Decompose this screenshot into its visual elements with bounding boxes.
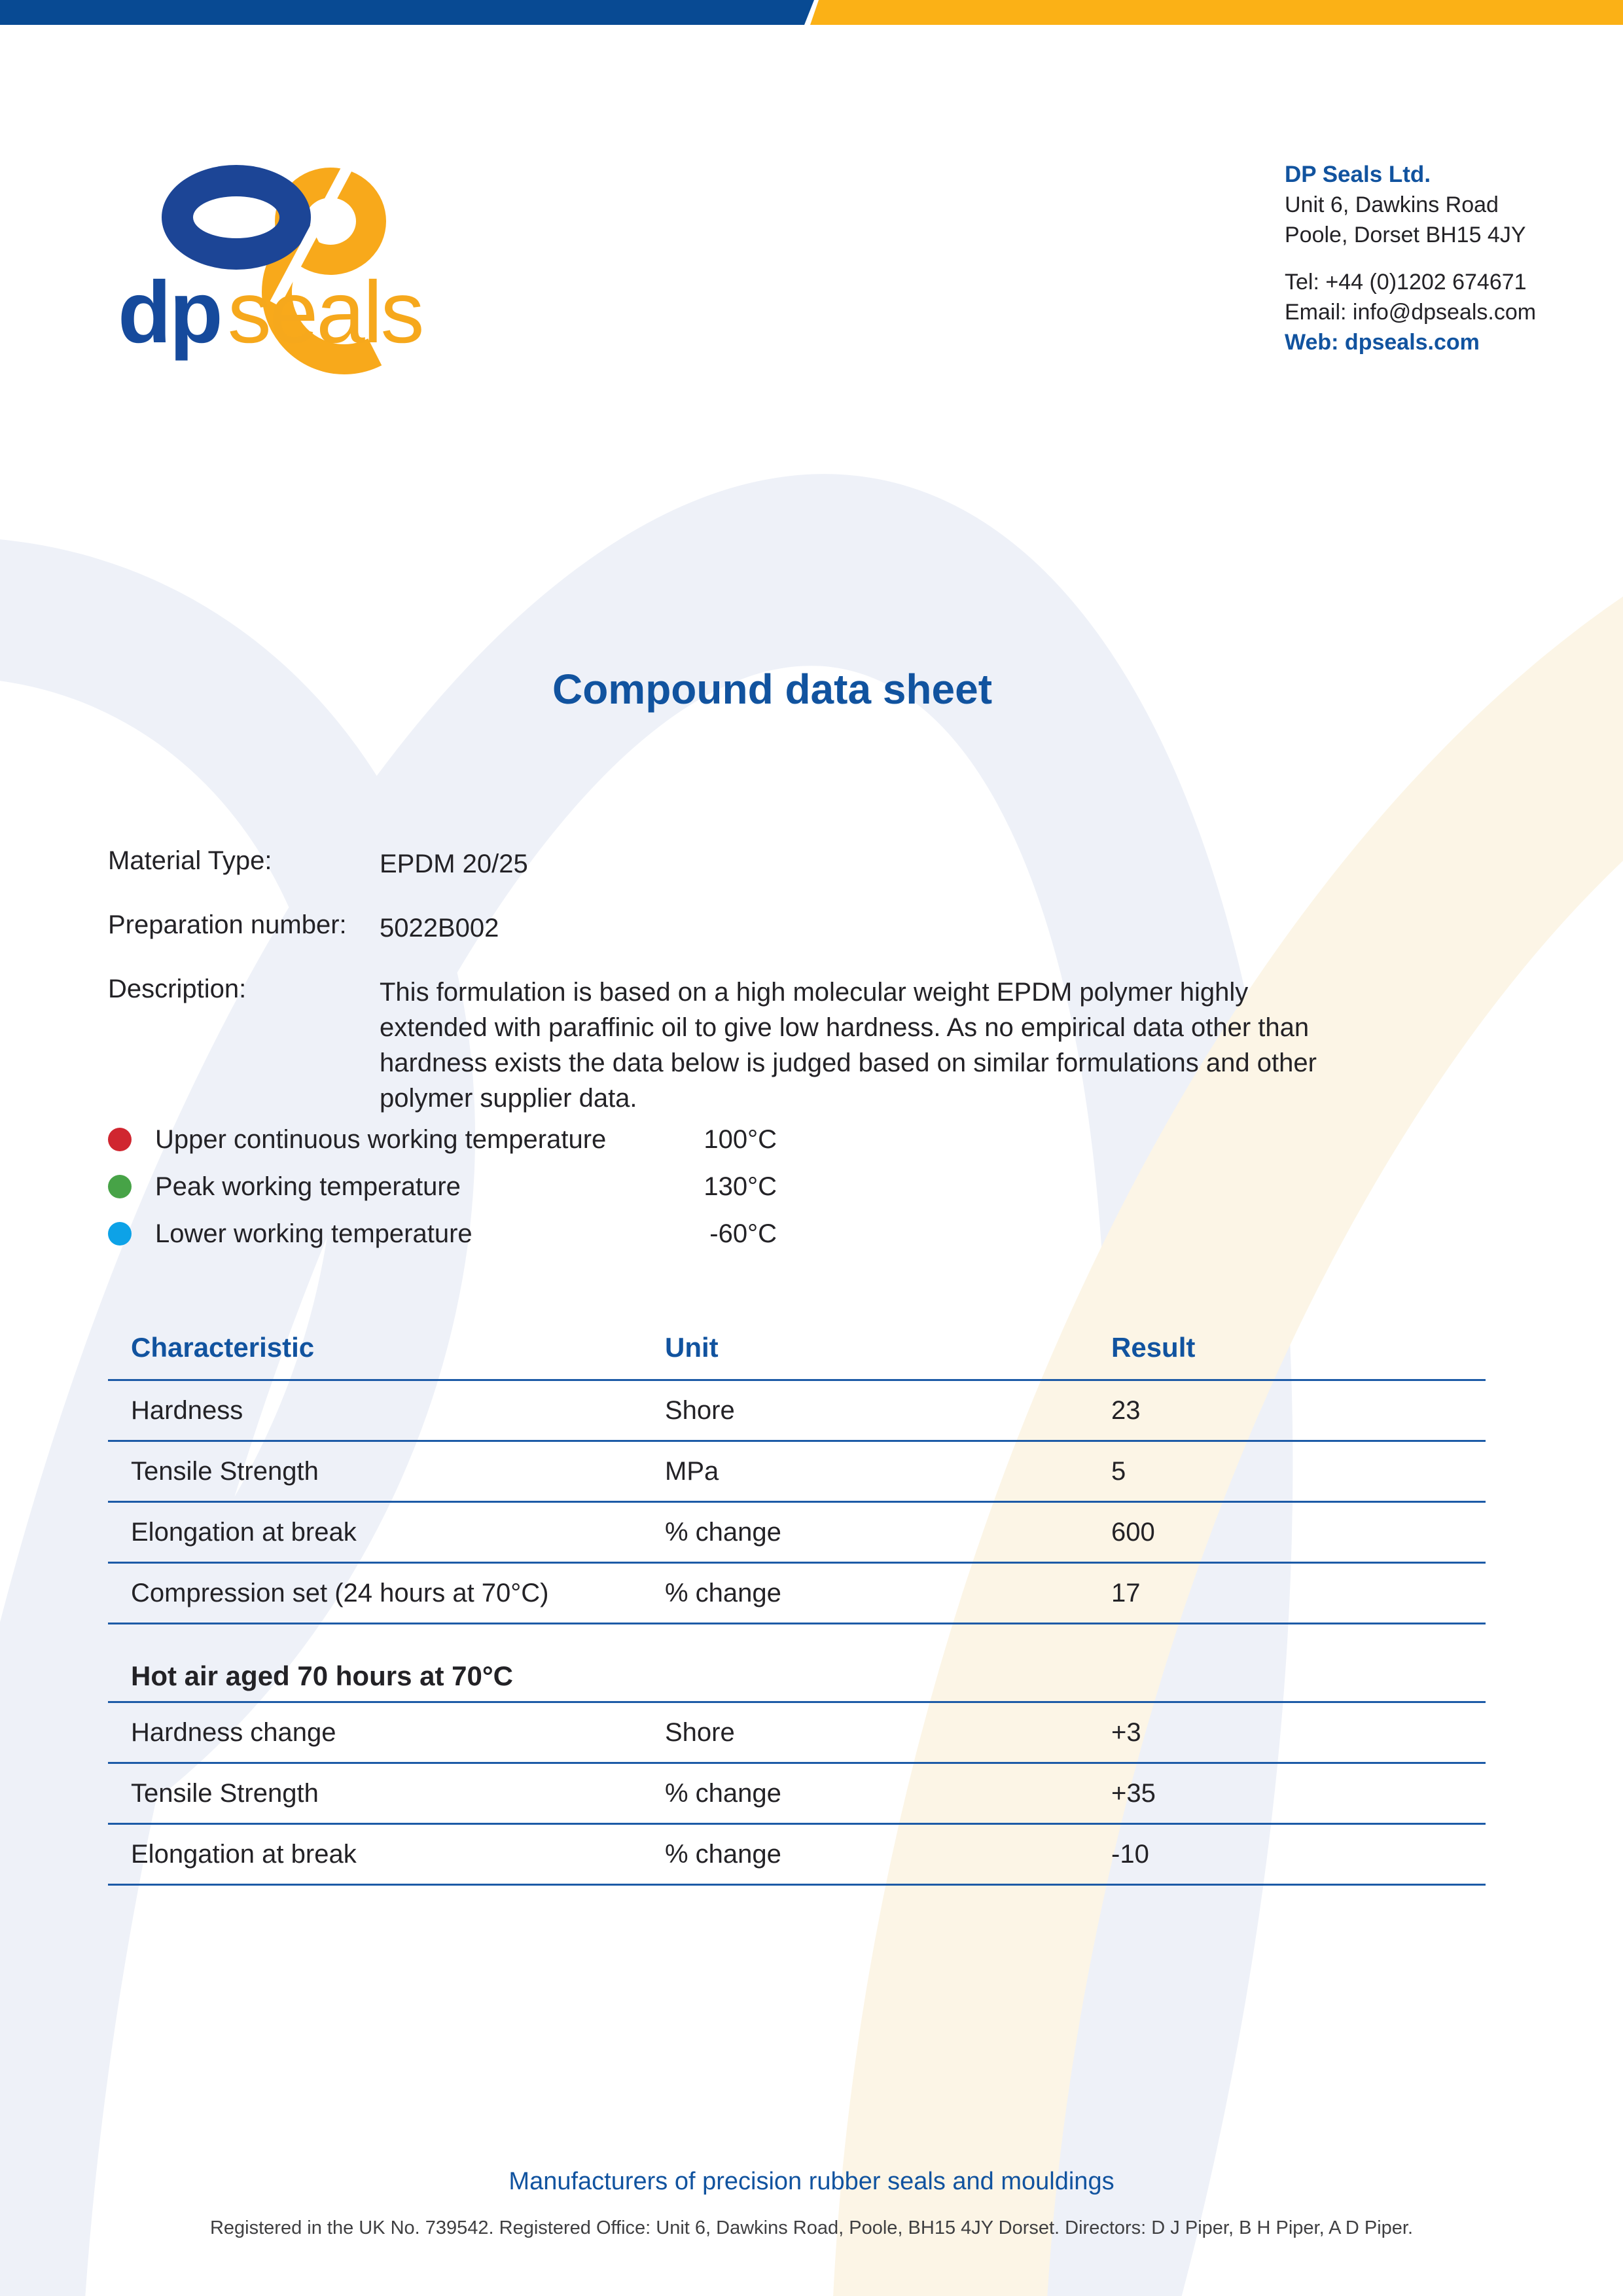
- contact-spacer: [1285, 250, 1536, 267]
- column-header-result: Result: [1111, 1331, 1196, 1363]
- working-temperatures-list: [108, 1116, 777, 1257]
- company-name: DP Seals Ltd.: [1285, 162, 1431, 187]
- temperature-value: 100°C: [704, 1124, 777, 1154]
- phone-line: Tel: +44 (0)1202 674671: [1285, 270, 1527, 295]
- table-row: [108, 1825, 1486, 1886]
- list-item: [108, 1163, 777, 1210]
- top-bar-blue-segment: [0, 0, 818, 25]
- cell-characteristic: Elongation at break: [131, 1839, 357, 1869]
- preparation-number-row: [108, 910, 1329, 946]
- table-row: [108, 1703, 1486, 1764]
- cell-result: +35: [1111, 1778, 1156, 1808]
- cell-characteristic: Tensile Strength: [131, 1456, 319, 1486]
- cell-unit: Shore: [665, 1395, 735, 1425]
- cell-result: 600: [1111, 1517, 1155, 1547]
- temperature-label: Peak working temperature: [155, 1172, 461, 1201]
- temperature-value: 130°C: [704, 1172, 777, 1201]
- cell-characteristic: Elongation at break: [131, 1517, 357, 1547]
- top-bar-yellow-segment: [805, 0, 1623, 25]
- page-title: Compound data sheet: [552, 666, 993, 713]
- address-line-1: Unit 6, Dawkins Road: [1285, 192, 1499, 217]
- top-accent-bar: [0, 0, 1623, 25]
- cell-unit: % change: [665, 1578, 781, 1607]
- blue-bullet-icon: [108, 1222, 132, 1246]
- cell-result: 5: [1111, 1456, 1126, 1486]
- temperature-value: -60°C: [709, 1219, 777, 1248]
- address-line-2: Poole, Dorset BH15 4JY: [1285, 223, 1526, 247]
- cell-characteristic: Hardness: [131, 1395, 243, 1425]
- table-section-header: Hot air aged 70 hours at 70°C: [108, 1624, 1486, 1703]
- logo-blue-ring-icon: [162, 165, 311, 270]
- table-row: [108, 1503, 1486, 1564]
- material-type-label: Material Type:: [108, 846, 272, 875]
- preparation-number-label: Preparation number:: [108, 910, 347, 939]
- table-header-row: [108, 1316, 1486, 1381]
- temperature-label: Lower working temperature: [155, 1219, 473, 1248]
- logo-text-seals: seals: [227, 264, 423, 361]
- contact-block: [1285, 160, 1536, 357]
- green-bullet-icon: [108, 1175, 132, 1198]
- material-type-row: [108, 846, 1329, 882]
- cell-characteristic: Hardness change: [131, 1717, 336, 1747]
- cell-unit: % change: [665, 1839, 781, 1869]
- cell-unit: % change: [665, 1517, 781, 1547]
- website-link[interactable]: Web: dpseals.com: [1285, 330, 1480, 355]
- description-label: Description:: [108, 975, 247, 1003]
- cell-characteristic: Compression set (24 hours at 70°C): [131, 1578, 549, 1607]
- characteristics-table: [108, 1316, 1486, 1886]
- cell-characteristic: Tensile Strength: [131, 1778, 319, 1808]
- logo-text-dp: dp: [118, 264, 221, 361]
- email-line[interactable]: Email: info@dpseals.com: [1285, 300, 1537, 325]
- table-row: [108, 1564, 1486, 1624]
- list-item: [108, 1210, 777, 1257]
- list-item: [108, 1116, 777, 1163]
- description-value: This formulation is based on a high molecular weight EPDM polymer highly extended with paraffinic oil to give low hardness. As no empirical data other than hardness exists the data below is judged based on similar formulations and other polymer supplier data.: [380, 978, 1317, 1113]
- cell-unit: Shore: [665, 1717, 735, 1747]
- table-row: [108, 1442, 1486, 1503]
- cell-result: -10: [1111, 1839, 1149, 1869]
- preparation-number-value: 5022B002: [380, 914, 499, 942]
- cell-result: 23: [1111, 1395, 1141, 1425]
- column-header-unit: Unit: [665, 1331, 719, 1363]
- table-row: [108, 1381, 1486, 1442]
- material-type-value: EPDM 20/25: [380, 850, 528, 878]
- column-header-characteristic: Characteristic: [131, 1331, 315, 1363]
- cell-unit: % change: [665, 1778, 781, 1808]
- cell-result: +3: [1111, 1717, 1141, 1747]
- footer-registered-text: Registered in the UK No. 739542. Registered Office: Unit 6, Dawkins Road, Poole, BH15 4JY Dorset. Directors: D J Piper, B H Piper, A D Piper.: [209, 2217, 1414, 2238]
- footer-tagline: Manufacturers of precision rubber seals and mouldings: [508, 2168, 1115, 2195]
- logo-wordmark: [118, 264, 423, 361]
- cell-result: 17: [1111, 1578, 1141, 1607]
- temperature-label: Upper continuous working temperature: [155, 1124, 607, 1154]
- material-details: [108, 846, 1329, 1145]
- table-row: [108, 1764, 1486, 1825]
- red-bullet-icon: [108, 1128, 132, 1151]
- description-row: [108, 975, 1329, 1116]
- cell-unit: MPa: [665, 1456, 719, 1486]
